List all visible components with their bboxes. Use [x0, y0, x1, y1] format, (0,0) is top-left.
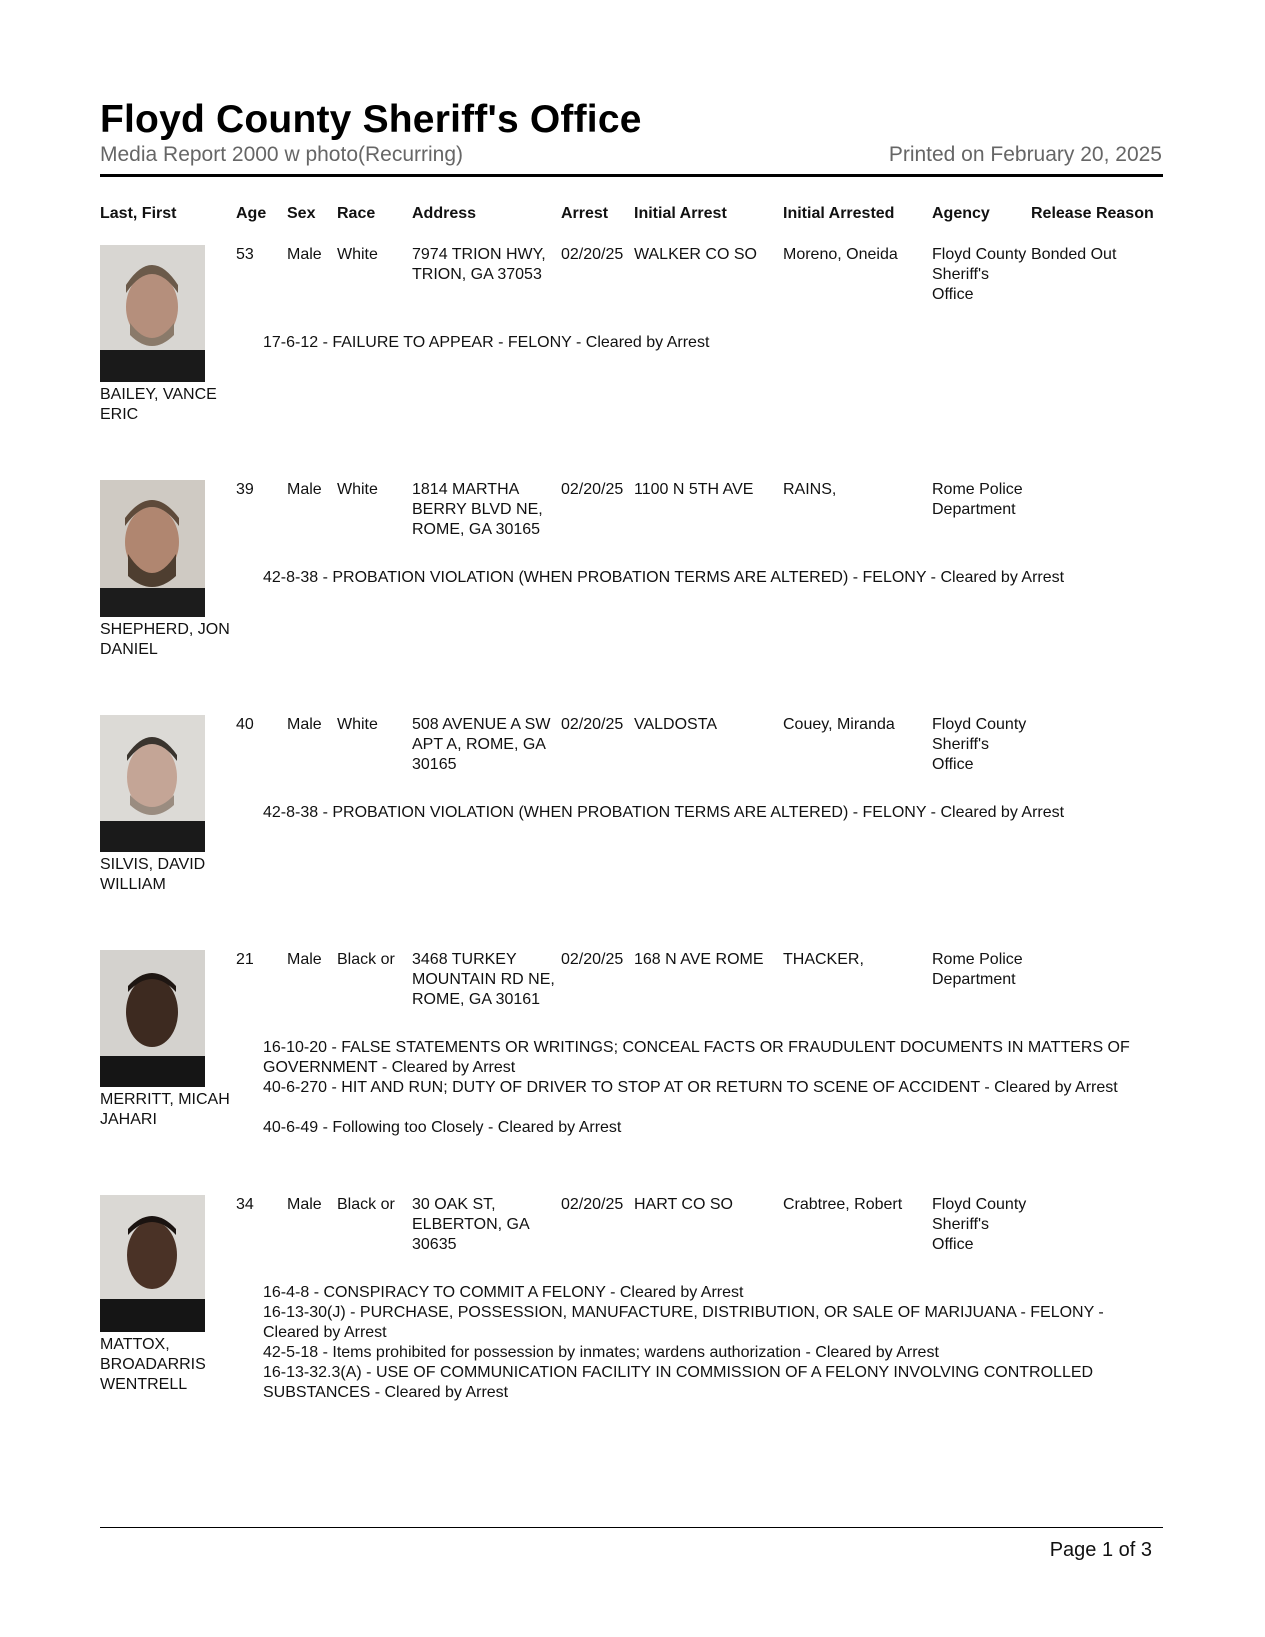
arrest-date-cell: 02/20/25 [561, 246, 624, 263]
report-subtitle: Media Report 2000 w photo(Recurring) [100, 143, 464, 166]
arrest-date-cell: 02/20/25 [561, 951, 624, 968]
sex-cell: Male [287, 716, 322, 733]
charge-item: 16-4-8 - CONSPIRACY TO COMMIT A FELONY - Cleared by Arrest [263, 1284, 744, 1301]
agency-cell: Floyd County Sheriff's Office [932, 246, 1027, 303]
race-cell: White [337, 481, 378, 498]
sex-cell: Male [287, 481, 322, 498]
arrestee-name: SHEPHERD, JON DANIEL [100, 621, 230, 658]
column-header-arrest: Arrest [561, 205, 609, 222]
arrest-date-cell: 02/20/25 [561, 716, 624, 733]
column-header-name: Last, First [100, 205, 177, 222]
column-header-race: Race [337, 205, 376, 222]
age-cell: 53 [236, 246, 254, 263]
sex-cell: Male [287, 1196, 322, 1213]
charge-item: 40-6-270 - HIT AND RUN; DUTY OF DRIVER TO STOP AT OR RETURN TO SCENE OF ACCIDENT - Cleared by Arrest [263, 1079, 1118, 1096]
header-rule [100, 174, 1163, 177]
record-row [0, 950, 1265, 1180]
charges-list [263, 568, 1163, 588]
initial-arrested-cell: RAINS, [783, 481, 837, 498]
charge-item: 17-6-12 - FAILURE TO APPEAR - FELONY - Cleared by Arrest [263, 334, 710, 351]
mugshot-photo [100, 245, 205, 382]
mugshot-photo [100, 1195, 205, 1332]
age-cell: 21 [236, 951, 254, 968]
arrestee-name: BAILEY, VANCE ERIC [100, 386, 217, 423]
initial-arrest-cell: VALDOSTA [634, 716, 717, 733]
initial-arrest-cell: WALKER CO SO [634, 246, 757, 263]
race-cell: White [337, 716, 378, 733]
race-cell: Black or [337, 951, 395, 968]
charges-list [263, 803, 1163, 823]
charges-list [263, 333, 1163, 353]
charge-item: 16-13-30(J) - PURCHASE, POSSESSION, MANUFACTURE, DISTRIBUTION, OR SALE OF MARIJUANA - FELONY - Cleared by Arrest [263, 1304, 1104, 1341]
charge-item: 16-10-20 - FALSE STATEMENTS OR WRITINGS; CONCEAL FACTS OR FRAUDULENT DOCUMENTS IN MATTERS OF GOVERNMENT - Cleared by Arrest [263, 1039, 1130, 1076]
arrest-date-cell: 02/20/25 [561, 481, 624, 498]
record-row [0, 715, 1265, 945]
age-cell: 39 [236, 481, 254, 498]
report-title: Floyd County Sheriff's Office [100, 98, 642, 141]
initial-arrested-cell: Couey, Miranda [783, 716, 895, 733]
printed-date: Printed on February 20, 2025 [888, 143, 1162, 166]
charge-item: 42-5-18 - Items prohibited for possession by inmates; wardens authorization - Cleared by Arrest [263, 1344, 939, 1361]
footer-rule [100, 1527, 1163, 1528]
sex-cell: Male [287, 951, 322, 968]
agency-cell: Rome Police Department [932, 951, 1023, 988]
mugshot-photo [100, 715, 205, 852]
record-row [0, 245, 1265, 475]
page-number: Page 1 of 3 [1049, 1539, 1152, 1561]
column-header-release-reason: Release Reason [1031, 205, 1154, 222]
address-cell: 30 OAK ST, ELBERTON, GA 30635 [412, 1196, 529, 1253]
agency-cell: Floyd County Sheriff's Office [932, 716, 1027, 773]
column-header-initial-arrest: Initial Arrest [634, 205, 727, 222]
agency-cell: Floyd County Sheriff's Office [932, 1196, 1027, 1253]
column-header-sex: Sex [287, 205, 316, 222]
arrestee-name: MATTOX, BROADARRIS WENTRELL [100, 1336, 206, 1393]
initial-arrest-cell: HART CO SO [634, 1196, 733, 1213]
charge-item: 16-13-32.3(A) - USE OF COMMUNICATION FACILITY IN COMMISSION OF A FELONY INVOLVING CONTROLLED SUBSTANCES - Cleared by Arrest [263, 1364, 1094, 1401]
mugshot-photo [100, 480, 205, 617]
record-row [0, 480, 1265, 710]
column-header-agency: Agency [932, 205, 990, 222]
address-cell: 508 AVENUE A SW APT A, ROME, GA 30165 [412, 716, 551, 773]
address-cell: 3468 TURKEY MOUNTAIN RD NE, ROME, GA 30161 [412, 951, 555, 1008]
record-row [0, 1195, 1265, 1425]
column-header-age: Age [236, 205, 267, 222]
charge-item: 40-6-49 - Following too Closely - Cleared by Arrest [263, 1119, 622, 1136]
arrest-date-cell: 02/20/25 [561, 1196, 624, 1213]
race-cell: Black or [337, 1196, 395, 1213]
initial-arrest-cell: 1100 N 5TH AVE [634, 481, 754, 498]
initial-arrest-cell: 168 N AVE ROME [634, 951, 764, 968]
arrestee-name: MERRITT, MICAH JAHARI [100, 1091, 230, 1128]
race-cell: White [337, 246, 378, 263]
charges-list [263, 1283, 1163, 1403]
column-header-initial-arrested: Initial Arrested [783, 205, 895, 222]
age-cell: 40 [236, 716, 254, 733]
charge-item: 42-8-38 - PROBATION VIOLATION (WHEN PROBATION TERMS ARE ALTERED) - FELONY - Cleared by Arrest [263, 804, 1065, 821]
release-reason-cell: Bonded Out [1031, 246, 1117, 263]
address-cell: 1814 MARTHA BERRY BLVD NE, ROME, GA 30165 [412, 481, 543, 538]
initial-arrested-cell: Moreno, Oneida [783, 246, 898, 263]
arrestee-name: SILVIS, DAVID WILLIAM [100, 856, 206, 893]
mugshot-photo [100, 950, 205, 1087]
initial-arrested-cell: Crabtree, Robert [783, 1196, 903, 1213]
agency-cell: Rome Police Department [932, 481, 1023, 518]
charge-item: 42-8-38 - PROBATION VIOLATION (WHEN PROBATION TERMS ARE ALTERED) - FELONY - Cleared by Arrest [263, 569, 1065, 586]
initial-arrested-cell: THACKER, [783, 951, 864, 968]
sex-cell: Male [287, 246, 322, 263]
column-header-address: Address [412, 205, 477, 222]
charges-list [263, 1038, 1163, 1138]
age-cell: 34 [236, 1196, 254, 1213]
address-cell: 7974 TRION HWY, TRION, GA 37053 [412, 246, 546, 283]
